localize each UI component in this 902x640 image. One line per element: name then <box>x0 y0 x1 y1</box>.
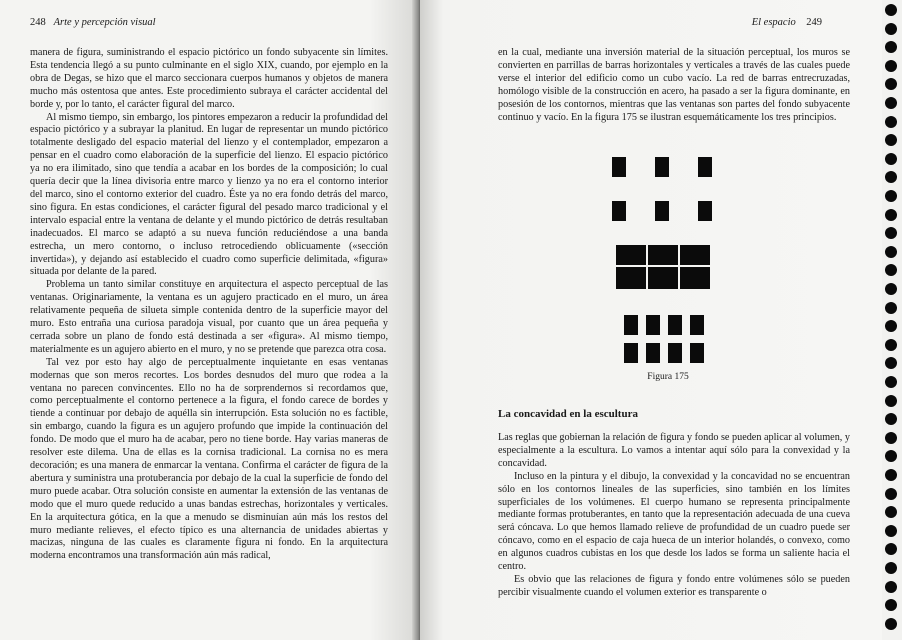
right-running-title: El espacio <box>751 17 796 28</box>
binding-hole <box>885 246 897 258</box>
figure-block <box>680 245 710 265</box>
right-paragraph: Las reglas que gobiernan la relación de figura y fondo se pueden aplicar al volumen, y especialmente a la escultura. Lo vamos a intentar aquí sólo para la convexidad y la concavidad. <box>498 432 850 469</box>
right-paragraph: en la cual, mediante una inversión material de la situación perceptual, los muros se convierten en parrillas de barras horizontales y verticales a través de las cuales puede verse el interior del edificio como un cubo vacío. La red de barras entrecruzadas, homólogo visible de la construcción en acero, ha pasado a ser la figura dominante, en posesión de los contornos, mientras que las ventanas son partes del fondo subyacente continuo y vacío. En la figura 175 se ilustran esquemáticamente los tres principios. <box>498 47 850 123</box>
spiral-binding-strip <box>882 0 902 640</box>
binding-hole <box>885 562 897 574</box>
figure-block <box>655 201 669 221</box>
binding-hole <box>885 227 897 239</box>
figure-block <box>648 267 678 289</box>
binding-hole <box>885 171 897 183</box>
binding-hole <box>885 450 897 462</box>
figure-block <box>690 315 704 335</box>
binding-hole <box>885 432 897 444</box>
binding-hole <box>885 339 897 351</box>
right-paragraph: Es obvio que las relaciones de figura y fondo entre volúmenes sólo se pueden percibir visualmente cuando el volumen exterior es transparente o <box>498 573 850 598</box>
binding-hole <box>885 525 897 537</box>
right-paragraph: Incluso en la pintura y el dibujo, la convexidad y la concavidad no se encuentran sólo en los contornos lineales de las superficies, sino también en los límites superficiales de los volúmenes. El cuerpo humano se representa principalmente mediante formas protuberantes, en tanto que la representación adecuada de una cueva será cóncava. Lo que hemos llamado relieve de profundidad de un cuadro puede ser cóncavo, como en el espacio de caja hueca de un interior holandés, o convexo, como en algunos cuadros cubistas en los que desde los lados se forma un saliente hacia el centro. <box>498 470 850 573</box>
right-text-bottom <box>498 432 850 600</box>
binding-hole <box>885 488 897 500</box>
figure-block <box>646 343 660 363</box>
binding-hole <box>885 116 897 128</box>
figure-block <box>616 267 646 289</box>
binding-hole <box>885 506 897 518</box>
binding-hole <box>885 376 897 388</box>
binding-hole <box>885 23 897 35</box>
figure-175 <box>610 155 726 365</box>
binding-hole <box>885 60 897 72</box>
right-running-head <box>752 17 822 28</box>
figure-block <box>646 315 660 335</box>
left-page-number: 248 <box>30 17 46 28</box>
left-paragraph: Tal vez por esto hay algo de perceptualmente inquietante en esas ventanas modernas que son meros recortes. Los bordes desnudos del muro que rodea a la ventana no parecen convincentes. Ello no ha de sorprendernos si recordamos que, como perceptualmente el contorno pertenece a la figura, el fondo carece de bordes y tiende a continuar por debajo de aquélla sin interrupción. Esta solución no es factible, sin embargo, cuando la figura es un agujero profundo que impide la continuación del fondo. De modo que el muro ha de acabar, pero no tiene borde. Hay varias maneras de resolver este dilema. Una de ellas es la cornisa tradicional. La cornisa no es mera decoración; es una manera de enmarcar la ventana. Confirma el carácter de figura de la abertura y suministra una protuberancia por debajo de la cual la superficie de fondo del muro puede acabar. Otra solución consiste en aumentar la extensión de las ventanas de modo que el muro quede reducido a unas bandas estrechas, horizontales y verticales. En la arquitectura gótica, en la que a menudo se disminuían aún más los restos del muro mediante relieves, el efecto típico es una alternancia de unidades abiertas y macizas, ninguna de las cuales es claramente figura ni fondo. En la arquitectura moderna encontramos una transformación aún más radical, <box>30 356 388 562</box>
binding-hole <box>885 599 897 611</box>
binding-hole <box>885 543 897 555</box>
figure-block <box>655 157 669 177</box>
binding-hole <box>885 153 897 165</box>
binding-hole <box>885 41 897 53</box>
right-page-number: 249 <box>806 17 822 28</box>
binding-hole <box>885 581 897 593</box>
binding-hole <box>885 413 897 425</box>
figure-block <box>698 157 712 177</box>
figure-block <box>612 157 626 177</box>
binding-hole <box>885 134 897 146</box>
figure-block <box>680 267 710 289</box>
binding-hole <box>885 78 897 90</box>
binding-hole <box>885 618 897 630</box>
figure-block <box>612 201 626 221</box>
left-paragraph: manera de figura, suministrando el espacio pictórico un fondo subyacente sin límites. Esta tendencia llegó a su punto culminante en el siglo XIX, cuando, por ejemplo en la obra de Degas, se hizo que el marco seccionara cuerpos humanos y objetos de manera mucho más ostentosa que antes. Este procedimiento subraya el carácter accidental del borde y, por lo tanto, el carácter figural del marco. <box>30 47 388 110</box>
figure-block <box>624 343 638 363</box>
left-page <box>0 0 420 640</box>
binding-hole <box>885 302 897 314</box>
binding-hole <box>885 97 897 109</box>
binding-hole <box>885 264 897 276</box>
left-paragraph: Problema un tanto similar constituye en arquitectura el aspecto perceptual de las ventanas. Originariamente, la ventana es un agujero practicado en el muro, un área relativamente pequeña de silueta simple contenida dentro de la superficie mayor del muro. Esto entraña una curiosa paradoja visual, por cuanto que un área pequeña y cerrada sobre un plano de fondo está destinada a ser «figura». Al mismo tiempo, materialmente es un agujero abierto en el muro, y no se pretende que parezca otra cosa. <box>30 279 388 355</box>
binding-hole <box>885 283 897 295</box>
left-running-head <box>30 17 156 28</box>
figure-block <box>698 201 712 221</box>
figure-block <box>668 343 682 363</box>
figure-block <box>668 315 682 335</box>
right-page <box>420 0 882 640</box>
binding-hole <box>885 320 897 332</box>
figure-block <box>616 245 646 265</box>
figure-block <box>648 245 678 265</box>
section-heading: La concavidad en la escultura <box>498 408 638 420</box>
binding-hole <box>885 209 897 221</box>
binding-hole <box>885 4 897 16</box>
figure-block <box>624 315 638 335</box>
binding-hole <box>885 395 897 407</box>
binding-hole <box>885 357 897 369</box>
right-text-top <box>498 47 850 124</box>
left-text-column <box>30 47 388 563</box>
figure-caption: Figura 175 <box>647 372 689 382</box>
left-running-title: Arte y percepción visual <box>53 17 156 28</box>
binding-hole <box>885 190 897 202</box>
figure-block <box>690 343 704 363</box>
left-paragraph: Al mismo tiempo, sin embargo, los pintores empezaron a reducir la profundidad del espacio pictórico y a subrayar la planitud. En lugar de representar un mundo pictórico totalmente desligado del espacio material del lienzo y el contemplador, empezaron a pensar en el cuadro como elaboración de la superficie del lienzo. El espacio pictórico ya no era ilimitado, sino que tendía a acabar en los bordes de la composición; lo cual quería decir que la línea divisoria entre marco y lienzo ya no era el contorno interior del marco, sino el contorno exterior del cuadro. Éste ya no era fondo detrás del marco, sino figura. En estas condiciones, el carácter figural del pesado marco tradicional y el intervalo espacial entre la ventana de delante y el mundo pictórico de detrás resultaban inadecuados. El marco se adaptó a su nueva función reduciéndose a una banda estrecha, un mero contorno, o incluso retrocediendo oblicuamente («sección invertida»), y dejando así establecido el cuadro como superficie delimitada, «figura» situada por delante de la pared. <box>30 111 388 278</box>
binding-hole <box>885 469 897 481</box>
